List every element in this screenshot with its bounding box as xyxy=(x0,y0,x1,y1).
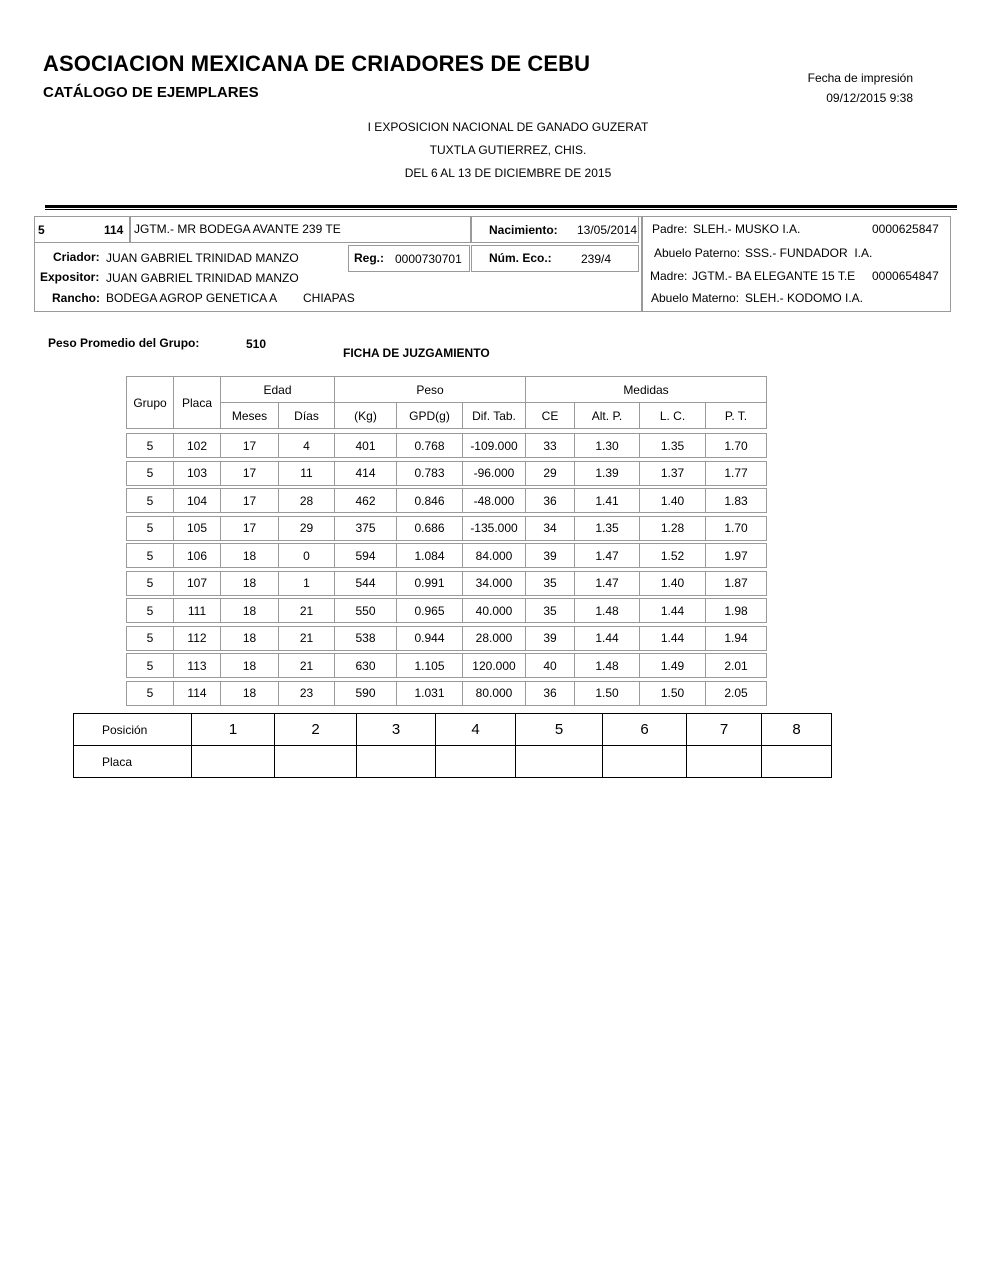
cell-gpd: 0.783 xyxy=(397,461,463,485)
cell-gpd: 1.084 xyxy=(397,544,463,568)
eco-number: 239/4 xyxy=(581,252,612,266)
cell-grupo: 5 xyxy=(127,654,174,678)
cell-ce: 39 xyxy=(526,626,575,650)
table-row xyxy=(126,461,767,486)
cell-ce: 34 xyxy=(526,516,575,540)
placa-entry-cell[interactable] xyxy=(436,746,516,778)
cell-peso-kg: 630 xyxy=(335,654,397,678)
cell-meses: 18 xyxy=(221,626,279,650)
cell-meses: 18 xyxy=(221,544,279,568)
header-lc: L. C. xyxy=(640,403,706,429)
position-number: 8 xyxy=(762,714,832,746)
cell-pt: 1.70 xyxy=(706,434,767,458)
cell-dif-tab: -48.000 xyxy=(463,489,526,513)
cell-ce: 36 xyxy=(526,489,575,513)
cell-meses: 18 xyxy=(221,599,279,623)
event-dates: DEL 6 AL 13 DE DICIEMBRE DE 2015 xyxy=(404,166,612,180)
position-table xyxy=(73,713,832,778)
cell-placa: 105 xyxy=(174,516,221,540)
header-medidas: Medidas xyxy=(526,377,767,403)
cell-gpd: 0.846 xyxy=(397,489,463,513)
results-header xyxy=(126,376,767,429)
table-row xyxy=(126,488,767,513)
cell-grupo: 5 xyxy=(127,599,174,623)
cell-alt-p: 1.39 xyxy=(575,461,640,485)
cell-gpd: 0.944 xyxy=(397,626,463,650)
padre-label: Padre: xyxy=(652,222,688,236)
cell-meses: 17 xyxy=(221,489,279,513)
madre-label: Madre: xyxy=(650,269,688,283)
cell-lc: 1.52 xyxy=(640,544,706,568)
cell-dif-tab: -109.000 xyxy=(463,434,526,458)
cell-peso-kg: 414 xyxy=(335,461,397,485)
expositor-label: Expositor: xyxy=(40,270,100,284)
event-name: I EXPOSICION NACIONAL DE GANADO GUZERAT xyxy=(367,120,649,134)
animal-placa: 114 xyxy=(104,223,124,237)
expositor: JUAN GABRIEL TRINIDAD MANZO xyxy=(106,271,299,285)
abuelo-paterno: SSS.- FUNDADOR I.A. xyxy=(745,246,873,260)
cell-lc: 1.40 xyxy=(640,571,706,595)
cell-peso-kg: 550 xyxy=(335,599,397,623)
header-kg: (Kg) xyxy=(335,403,397,429)
cell-meses: 18 xyxy=(221,681,279,705)
cell-gpd: 0.965 xyxy=(397,599,463,623)
cell-pt: 1.83 xyxy=(706,489,767,513)
cell-ce: 39 xyxy=(526,544,575,568)
abuelo-materno: SLEH.- KODOMO I.A. xyxy=(745,291,864,305)
padre: SLEH.- MUSKO I.A. xyxy=(693,222,801,236)
table-row xyxy=(126,626,767,651)
placa-entry-cell[interactable] xyxy=(687,746,762,778)
cell-ce: 33 xyxy=(526,434,575,458)
header-divider-thin xyxy=(45,209,957,210)
cell-pt: 1.94 xyxy=(706,626,767,650)
position-number: 6 xyxy=(603,714,687,746)
header-ce: CE xyxy=(526,403,575,429)
cell-dias: 0 xyxy=(279,544,335,568)
cell-peso-kg: 594 xyxy=(335,544,397,568)
cell-grupo: 5 xyxy=(127,489,174,513)
cell-grupo: 5 xyxy=(127,544,174,568)
criador-label: Criador: xyxy=(53,250,100,264)
rancho-state: CHIAPAS xyxy=(303,291,355,305)
position-number: 2 xyxy=(275,714,357,746)
eco-label: Núm. Eco.: xyxy=(489,251,552,265)
registration-number: 0000730701 xyxy=(395,252,462,266)
cell-ce: 29 xyxy=(526,461,575,485)
cell-ce: 35 xyxy=(526,599,575,623)
cell-pt: 1.70 xyxy=(706,516,767,540)
cell-ce: 40 xyxy=(526,654,575,678)
header-dias: Días xyxy=(279,403,335,429)
cell-peso-kg: 544 xyxy=(335,571,397,595)
header-peso: Peso xyxy=(335,377,526,403)
event-location: TUXTLA GUTIERREZ, CHIS. xyxy=(429,143,587,157)
print-date-label: Fecha de impresión xyxy=(807,71,913,85)
position-number: 5 xyxy=(516,714,603,746)
cell-placa: 102 xyxy=(174,434,221,458)
cell-grupo: 5 xyxy=(127,461,174,485)
placa-label: Placa xyxy=(74,746,192,778)
header-gpd: GPD(g) xyxy=(397,403,463,429)
cell-dias: 21 xyxy=(279,626,335,650)
peso-promedio-label: Peso Promedio del Grupo: xyxy=(48,336,200,350)
birth-cell xyxy=(471,216,639,243)
cell-dif-tab: -96.000 xyxy=(463,461,526,485)
cell-alt-p: 1.44 xyxy=(575,626,640,650)
table-row xyxy=(126,516,767,541)
table-row xyxy=(126,681,767,706)
cell-grupo: 5 xyxy=(127,516,174,540)
cell-dif-tab: 120.000 xyxy=(463,654,526,678)
cell-ce: 36 xyxy=(526,681,575,705)
cell-placa: 111 xyxy=(174,599,221,623)
cell-lc: 1.37 xyxy=(640,461,706,485)
cell-alt-p: 1.50 xyxy=(575,681,640,705)
cell-lc: 1.40 xyxy=(640,489,706,513)
position-number: 7 xyxy=(687,714,762,746)
table-row xyxy=(126,598,767,623)
cell-peso-kg: 538 xyxy=(335,626,397,650)
placa-entry-cell[interactable] xyxy=(516,746,603,778)
abuelo-materno-label: Abuelo Materno: xyxy=(651,291,740,305)
cell-pt: 1.77 xyxy=(706,461,767,485)
cell-placa: 107 xyxy=(174,571,221,595)
cell-placa: 104 xyxy=(174,489,221,513)
cell-meses: 17 xyxy=(221,434,279,458)
cell-meses: 18 xyxy=(221,571,279,595)
table-row xyxy=(126,433,767,458)
cell-gpd: 0.768 xyxy=(397,434,463,458)
print-date: 09/12/2015 9:38 xyxy=(826,91,913,105)
madre: JGTM.- BA ELEGANTE 15 T.E xyxy=(692,269,856,283)
cell-alt-p: 1.47 xyxy=(575,544,640,568)
criador: JUAN GABRIEL TRINIDAD MANZO xyxy=(106,251,299,265)
cell-placa: 106 xyxy=(174,544,221,568)
rancho-label: Rancho: xyxy=(52,291,100,305)
cell-dif-tab: 34.000 xyxy=(463,571,526,595)
cell-placa: 114 xyxy=(174,681,221,705)
header-edad: Edad xyxy=(221,377,335,403)
cell-dias: 23 xyxy=(279,681,335,705)
cell-dias: 1 xyxy=(279,571,335,595)
cell-gpd: 1.031 xyxy=(397,681,463,705)
animal-name: JGTM.- MR BODEGA AVANTE 239 TE xyxy=(134,222,341,236)
cell-alt-p: 1.48 xyxy=(575,599,640,623)
cell-lc: 1.35 xyxy=(640,434,706,458)
birth-date: 13/05/2014 xyxy=(577,223,638,237)
header-alt-p: Alt. P. xyxy=(575,403,640,429)
cell-gpd: 0.686 xyxy=(397,516,463,540)
cell-alt-p: 1.35 xyxy=(575,516,640,540)
table-row xyxy=(126,653,767,678)
cell-placa: 103 xyxy=(174,461,221,485)
placa-entry-cell[interactable] xyxy=(357,746,436,778)
cell-peso-kg: 590 xyxy=(335,681,397,705)
cell-meses: 17 xyxy=(221,516,279,540)
cell-pt: 1.97 xyxy=(706,544,767,568)
cell-lc: 1.44 xyxy=(640,626,706,650)
cell-grupo: 5 xyxy=(127,434,174,458)
cell-grupo: 5 xyxy=(127,681,174,705)
cell-placa: 113 xyxy=(174,654,221,678)
cell-peso-kg: 462 xyxy=(335,489,397,513)
cell-dias: 29 xyxy=(279,516,335,540)
cell-alt-p: 1.41 xyxy=(575,489,640,513)
cell-grupo: 5 xyxy=(127,626,174,650)
cell-dias: 21 xyxy=(279,654,335,678)
reg-label: Reg.: xyxy=(354,251,384,265)
cell-meses: 17 xyxy=(221,461,279,485)
cell-lc: 1.49 xyxy=(640,654,706,678)
header-placa: Placa xyxy=(174,377,221,429)
abuelo-paterno-label: Abuelo Paterno: xyxy=(654,246,741,260)
cell-dif-tab: 84.000 xyxy=(463,544,526,568)
cell-dif-tab: 80.000 xyxy=(463,681,526,705)
cell-alt-p: 1.30 xyxy=(575,434,640,458)
peso-promedio-value: 510 xyxy=(246,337,267,351)
header-pt: P. T. xyxy=(706,403,767,429)
cell-dif-tab: 28.000 xyxy=(463,626,526,650)
placa-entry-cell[interactable] xyxy=(603,746,687,778)
cell-dias: 11 xyxy=(279,461,335,485)
cell-pt: 2.01 xyxy=(706,654,767,678)
padre-registration: 0000625847 xyxy=(872,222,939,236)
cell-pt: 1.98 xyxy=(706,599,767,623)
header-divider xyxy=(45,205,957,208)
cell-gpd: 1.105 xyxy=(397,654,463,678)
header-meses: Meses xyxy=(221,403,279,429)
cell-peso-kg: 375 xyxy=(335,516,397,540)
table-row xyxy=(126,571,767,596)
cell-alt-p: 1.48 xyxy=(575,654,640,678)
catalog-title: CATÁLOGO DE EJEMPLARES xyxy=(43,84,259,101)
eco-cell xyxy=(471,245,639,272)
cell-dias: 28 xyxy=(279,489,335,513)
placa-entry-cell[interactable] xyxy=(275,746,357,778)
cell-lc: 1.44 xyxy=(640,599,706,623)
rancho: BODEGA AGROP GENETICA A xyxy=(106,291,278,305)
birth-label: Nacimiento: xyxy=(489,223,558,237)
cell-grupo: 5 xyxy=(127,571,174,595)
cell-alt-p: 1.47 xyxy=(575,571,640,595)
position-number: 3 xyxy=(357,714,436,746)
cell-dif-tab: -135.000 xyxy=(463,516,526,540)
animal-group: 5 xyxy=(38,223,45,237)
placa-entry-cell[interactable] xyxy=(192,746,275,778)
cell-lc: 1.50 xyxy=(640,681,706,705)
cell-lc: 1.28 xyxy=(640,516,706,540)
cell-dif-tab: 40.000 xyxy=(463,599,526,623)
cell-peso-kg: 401 xyxy=(335,434,397,458)
cell-ce: 35 xyxy=(526,571,575,595)
madre-registration: 0000654847 xyxy=(872,269,939,283)
cell-dias: 21 xyxy=(279,599,335,623)
position-number: 4 xyxy=(436,714,516,746)
cell-pt: 2.05 xyxy=(706,681,767,705)
cell-placa: 112 xyxy=(174,626,221,650)
cell-dias: 4 xyxy=(279,434,335,458)
table-row xyxy=(126,543,767,568)
header-dif-tab: Dif. Tab. xyxy=(463,403,526,429)
ficha-title: FICHA DE JUZGAMIENTO xyxy=(343,346,490,360)
placa-entry-cell[interactable] xyxy=(762,746,832,778)
reg-cell xyxy=(348,245,470,272)
cell-pt: 1.87 xyxy=(706,571,767,595)
cell-gpd: 0.991 xyxy=(397,571,463,595)
header-grupo: Grupo xyxy=(127,377,174,429)
cell-meses: 18 xyxy=(221,654,279,678)
position-number: 1 xyxy=(192,714,275,746)
posicion-label: Posición xyxy=(74,714,192,746)
organization-title: ASOCIACION MEXICANA DE CRIADORES DE CEBU xyxy=(43,51,591,76)
